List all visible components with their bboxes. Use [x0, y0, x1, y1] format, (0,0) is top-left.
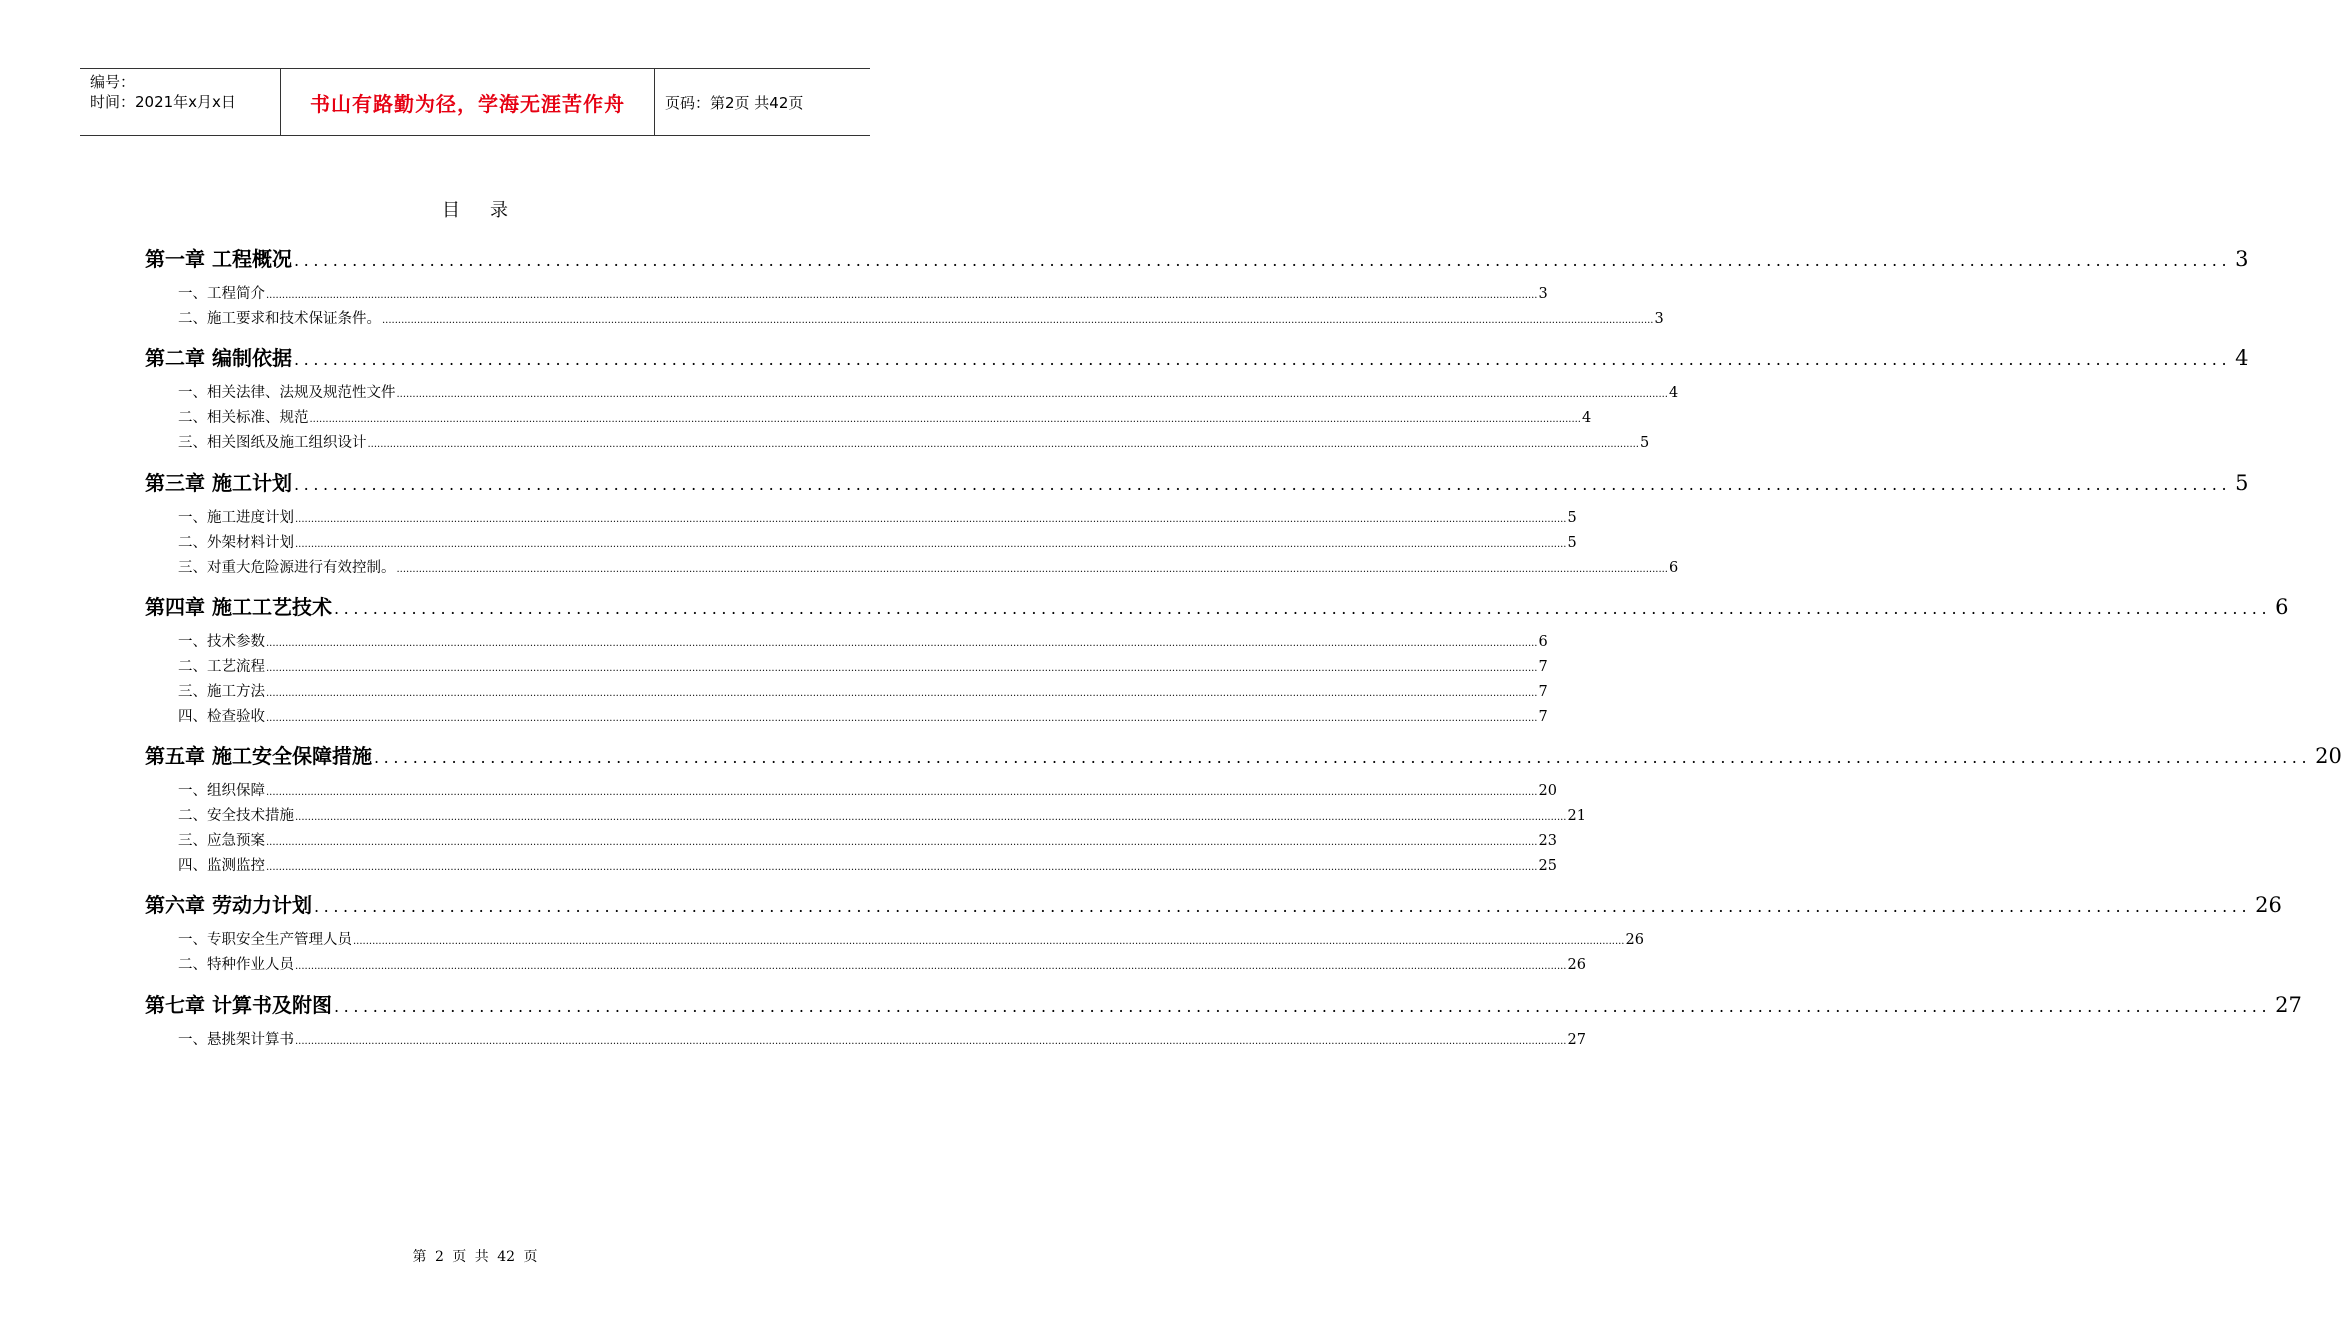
- toc-section-page: 26: [1567, 957, 1586, 973]
- toc-section-page: 6: [1538, 634, 1548, 650]
- toc-section-page: 25: [1538, 858, 1557, 874]
- toc-leader-dots: ................................................................................................................................................................................................................................................................................................................................................................................................................: [295, 514, 1567, 525]
- toc-leader-dots: ........................................................................................................................................................................................................: [333, 599, 2272, 618]
- toc-section-label: 四、检查验收: [178, 709, 265, 725]
- toc-section-row[interactable]: [178, 1028, 1586, 1049]
- toc-section-label: 二、外架材料计划: [178, 535, 294, 551]
- toc-chapter-row[interactable]: [145, 467, 2249, 496]
- toc-section-row[interactable]: [178, 506, 1577, 527]
- toc-section-page: 7: [1538, 709, 1548, 725]
- toc-section-row[interactable]: [178, 680, 1548, 701]
- header-motto: 书山有路勤为径，学海无涯苦作舟: [310, 91, 625, 116]
- toc-leader-dots: ........................................................................................................................................................................................................: [333, 997, 2272, 1016]
- toc-section-row[interactable]: [178, 431, 1650, 452]
- toc-chapter-row[interactable]: [145, 342, 2249, 371]
- toc-leader-dots: ................................................................................................................................................................................................................................................................................................................................................................................................................: [266, 688, 1538, 699]
- toc-section-label: 四、监测监控: [178, 858, 265, 874]
- toc-leader-dots: ........................................................................................................................................................................................................: [373, 748, 2312, 767]
- toc-section-label: 三、施工方法: [178, 684, 265, 700]
- header-time: 时间：2021年x月x日: [90, 93, 236, 111]
- toc-section-label: 一、相关法律、法规及规范性文件: [178, 385, 396, 401]
- toc-chapter-row[interactable]: [145, 989, 2302, 1018]
- toc-section-label: 一、组织保障: [178, 783, 265, 799]
- toc-leader-dots: ........................................................................................................................................................................................................: [293, 251, 2232, 270]
- toc-chapter-label: 第四章 施工工艺技术: [145, 595, 332, 619]
- toc-chapter-page: 26: [2255, 893, 2282, 917]
- page-header: [80, 68, 870, 136]
- toc-section-row[interactable]: [178, 953, 1586, 974]
- toc-section-page: 6: [1668, 560, 1679, 576]
- toc-leader-dots: ................................................................................................................................................................................................................................................................................................................................................................................................................: [367, 439, 1639, 450]
- toc-section-page: 20: [1538, 783, 1557, 799]
- toc-leader-dots: ................................................................................................................................................................................................................................................................................................................................................................................................................: [266, 290, 1538, 301]
- toc-leader-dots: ........................................................................................................................................................................................................: [293, 350, 2232, 369]
- toc-section-page: 27: [1567, 1032, 1586, 1048]
- toc-section-page: 7: [1538, 684, 1548, 700]
- toc-section-page: 5: [1639, 435, 1650, 451]
- toc-section-label: 一、专职安全生产管理人员: [178, 932, 352, 948]
- toc-chapter-page: 27: [2275, 993, 2302, 1017]
- toc-section-page: 26: [1625, 932, 1644, 948]
- toc-leader-dots: ................................................................................................................................................................................................................................................................................................................................................................................................................: [295, 812, 1567, 823]
- toc-section-label: 一、悬挑架计算书: [178, 1032, 294, 1048]
- toc-section-page: 5: [1567, 510, 1577, 526]
- toc-section-label: 一、工程简介: [178, 286, 265, 302]
- toc-chapter-page: 20: [2315, 744, 2342, 768]
- toc-section-row[interactable]: [178, 829, 1557, 850]
- toc-leader-dots: ................................................................................................................................................................................................................................................................................................................................................................................................................: [295, 539, 1567, 550]
- toc-section-label: 二、施工要求和技术保证条件。: [178, 311, 381, 327]
- toc-chapter-page: 5: [2235, 471, 2249, 495]
- toc-leader-dots: ................................................................................................................................................................................................................................................................................................................................................................................................................: [266, 663, 1538, 674]
- toc-title: 目录: [442, 200, 538, 221]
- toc-leader-dots: ................................................................................................................................................................................................................................................................................................................................................................................................................: [266, 837, 1538, 848]
- header-motto-cell: [281, 69, 655, 135]
- toc-section-row[interactable]: [178, 630, 1548, 651]
- toc-chapter-label: 第二章 编制依据: [145, 346, 292, 370]
- toc-chapter-row[interactable]: [145, 740, 2342, 769]
- toc-section-row[interactable]: [178, 307, 1664, 328]
- toc-section-label: 二、特种作业人员: [178, 957, 294, 973]
- toc-section-label: 二、相关标准、规范: [178, 410, 309, 426]
- toc-leader-dots: ................................................................................................................................................................................................................................................................................................................................................................................................................: [382, 315, 1654, 326]
- toc-section-label: 三、对重大危险源进行有效控制。: [178, 560, 396, 576]
- toc-section-row[interactable]: [178, 406, 1592, 427]
- toc-section-row[interactable]: [178, 804, 1586, 825]
- toc-chapter-label: 第三章 施工计划: [145, 471, 292, 495]
- toc-leader-dots: ........................................................................................................................................................................................................: [293, 475, 2232, 494]
- toc-section-page: 3: [1654, 311, 1664, 327]
- toc-section-page: 4: [1668, 385, 1679, 401]
- toc-section-row[interactable]: [178, 779, 1557, 800]
- toc-leader-dots: ................................................................................................................................................................................................................................................................................................................................................................................................................: [295, 1036, 1567, 1047]
- toc-chapter-page: 6: [2275, 595, 2289, 619]
- toc-section-row[interactable]: [178, 854, 1557, 875]
- toc-leader-dots: ................................................................................................................................................................................................................................................................................................................................................................................................................: [266, 787, 1538, 798]
- header-page-info: 页码：第2页 共42页: [665, 93, 804, 112]
- toc-section-row[interactable]: [178, 381, 1679, 402]
- toc-chapter-label: 第一章 工程概况: [145, 247, 292, 271]
- toc-section-page: 4: [1581, 410, 1592, 426]
- toc-section-label: 二、工艺流程: [178, 659, 265, 675]
- toc-section-label: 三、应急预案: [178, 833, 265, 849]
- toc-leader-dots: ................................................................................................................................................................................................................................................................................................................................................................................................................: [266, 862, 1538, 873]
- toc-section-label: 一、施工进度计划: [178, 510, 294, 526]
- toc-leader-dots: ................................................................................................................................................................................................................................................................................................................................................................................................................: [295, 961, 1567, 972]
- toc-leader-dots: ................................................................................................................................................................................................................................................................................................................................................................................................................: [353, 936, 1625, 947]
- toc-section-row[interactable]: [178, 556, 1679, 577]
- toc-leader-dots: ........................................................................................................................................................................................................: [313, 897, 2252, 916]
- toc-section-row[interactable]: [178, 928, 1644, 949]
- header-number: 编号：: [90, 73, 136, 91]
- toc-section-label: 一、技术参数: [178, 634, 265, 650]
- toc-chapter-page: 3: [2235, 247, 2249, 271]
- toc-chapter-page: 4: [2235, 346, 2249, 370]
- toc-section-page: 5: [1567, 535, 1577, 551]
- toc-chapter-label: 第六章 劳动力计划: [145, 893, 312, 917]
- toc-leader-dots: ................................................................................................................................................................................................................................................................................................................................................................................................................: [396, 389, 1668, 400]
- toc-section-row[interactable]: [178, 282, 1548, 303]
- toc-section-row[interactable]: [178, 705, 1548, 726]
- toc-leader-dots: ................................................................................................................................................................................................................................................................................................................................................................................................................: [396, 564, 1668, 575]
- toc-section-page: 3: [1538, 286, 1548, 302]
- toc-section-page: 23: [1538, 833, 1557, 849]
- toc-section-page: 7: [1538, 659, 1548, 675]
- toc-section-label: 二、安全技术措施: [178, 808, 294, 824]
- header-meta: [80, 69, 281, 135]
- page-footer: 第 2 页 共 42 页: [412, 1249, 538, 1265]
- toc-leader-dots: ................................................................................................................................................................................................................................................................................................................................................................................................................: [266, 638, 1538, 649]
- toc-chapter-row[interactable]: [145, 889, 2282, 918]
- toc-chapter-label: 第七章 计算书及附图: [145, 993, 332, 1017]
- toc-section-row[interactable]: [178, 531, 1577, 552]
- toc-section-label: 三、相关图纸及施工组织设计: [178, 435, 367, 451]
- toc-section-page: 21: [1567, 808, 1586, 824]
- toc-section-row[interactable]: [178, 655, 1548, 676]
- toc-chapter-row[interactable]: [145, 591, 2289, 620]
- toc-leader-dots: ................................................................................................................................................................................................................................................................................................................................................................................................................: [266, 713, 1538, 724]
- toc-chapter-label: 第五章 施工安全保障措施: [145, 744, 372, 768]
- toc-chapter-row[interactable]: [145, 243, 2249, 272]
- toc-leader-dots: ................................................................................................................................................................................................................................................................................................................................................................................................................: [309, 414, 1581, 425]
